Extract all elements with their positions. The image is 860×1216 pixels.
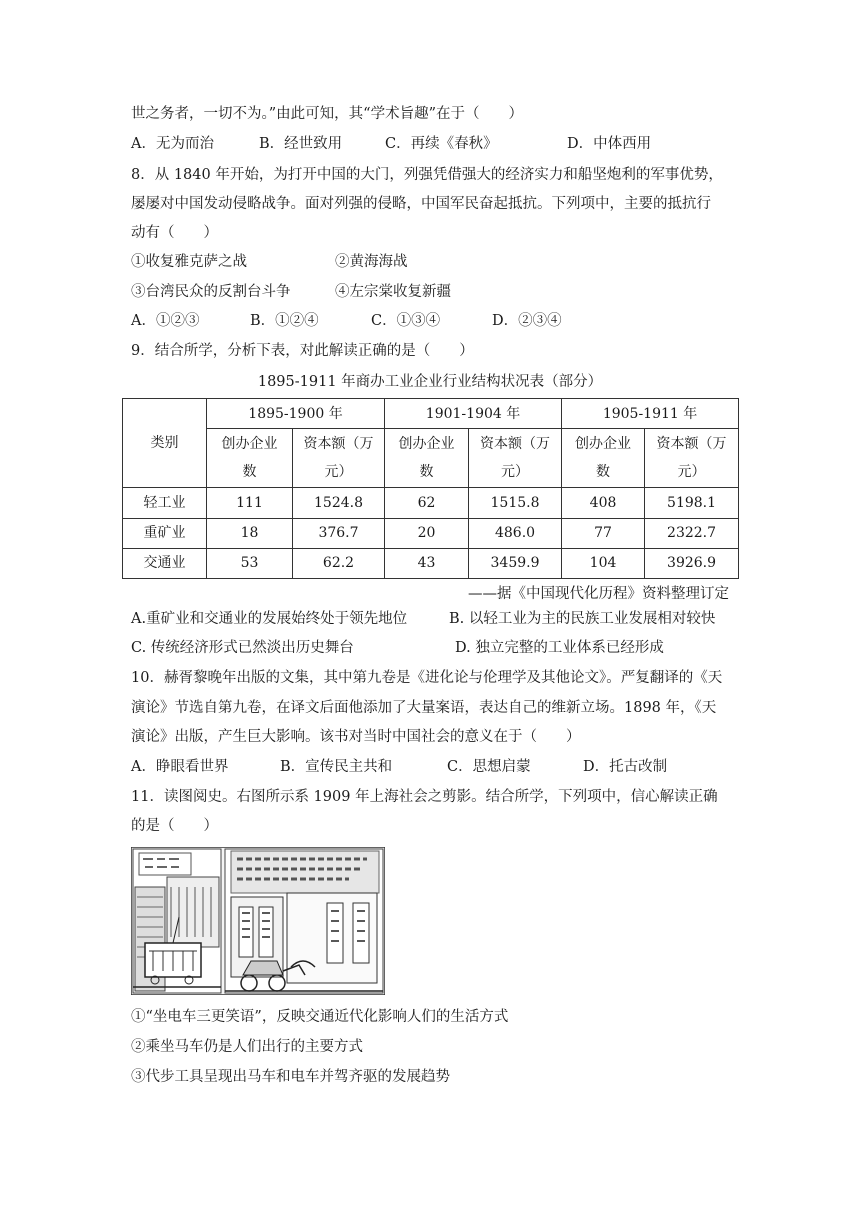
subheader-capital: 资本额（万 元） [645,429,739,488]
q11-stem-line-2: 的是（ ） [131,818,218,834]
q7-stem-tail: 世之务者，一切不为。”由此可知，其“学术旨趣”在于（ ） [131,106,523,122]
table-cell: 1515.8 [469,488,562,518]
subheader-count: 创办企业 数 [207,429,293,488]
q11-item-3: ③代步工具呈现出马车和电车并驾齐驱的发展趋势 [131,1069,450,1085]
table-cell: 3926.9 [645,548,739,578]
subheader-count: 创办企业 数 [562,429,645,488]
table-cell: 77 [562,518,645,548]
table-cell: 104 [562,548,645,578]
q8-option-d: D．②③④ [492,313,562,329]
subheader-count: 创办企业 数 [385,429,469,488]
table-row [123,488,739,518]
q11-item-1: ①“坐电车三更笑语”，反映交通近代化影响人们的生活方式 [131,1009,509,1025]
q9-stem: 9．结合所学，分析下表，对此解读正确的是（ ） [131,343,474,359]
table-cell: 62 [385,488,469,518]
table-cell: 5198.1 [645,488,739,518]
q8-stem-line-3: 动有（ ） [131,225,218,241]
table-cell: 53 [207,548,293,578]
table-row [123,518,739,548]
table-cell: 486.0 [469,518,562,548]
q10-stem-line-3: 演论》出版，产生巨大影响。该书对当时中国社会的意义在于（ ） [131,729,581,745]
table-cell: 43 [385,548,469,578]
q10-stem-line-2: 演论》节选自第九卷，在译文后面他添加了大量案语，表达自己的维新立场。1898 年，《天 [131,700,717,716]
q8-item-4: ④左宗棠收复新疆 [335,284,451,300]
table-cell: 20 [385,518,469,548]
q9-option-b: B. 以轻工业为主的民族工业发展相对较快 [449,611,716,627]
header-period-2: 1901-1904 年 [385,399,562,429]
table-cell: 111 [207,488,293,518]
q10-option-a: A．睁眼看世界 [131,759,229,775]
header-period-3: 1905-1911 年 [562,399,739,429]
table-cell: 376.7 [293,518,385,548]
table-cell: 2322.7 [645,518,739,548]
q8-item-2: ②黄海海战 [335,254,408,270]
q8-item-1: ①收复雅克萨之战 [131,254,247,270]
q11-item-2: ②乘坐马车仍是人们出行的主要方式 [131,1039,363,1055]
header-category: 类别 [123,399,207,488]
table-subheader-row [123,429,739,488]
q9-option-a: A.重矿业和交通业的发展始终处于领先地位 [131,611,408,627]
table-source: ——据《中国现代化历程》资料整理订定 [468,586,729,602]
header-period-1: 1895-1900 年 [207,399,385,429]
q8-stem-line-2: 屡屡对中国发动侵略战争。面对列强的侵略，中国军民奋起抵抗。下列项中，主要的抵抗行 [131,196,711,212]
table-cell: 408 [562,488,645,518]
q8-item-3: ③台湾民众的反割台斗争 [131,284,291,300]
q10-option-c: C．思想启蒙 [447,759,531,775]
q7-option-b: B．经世致用 [259,136,343,152]
row-label: 交通业 [123,548,207,578]
table-cell: 18 [207,518,293,548]
q11-stem-line-1: 11．读图阅史。右图所示系 1909 年上海社会之剪影。结合所学，下列项中，信心解读正确 [131,789,718,805]
row-label: 重矿业 [123,518,207,548]
subheader-capital: 资本额（万 元） [469,429,562,488]
q7-option-a: A．无为而治 [131,136,214,152]
table-row [123,548,739,578]
table-cell: 1524.8 [293,488,385,518]
q10-stem-line-1: 10．赫胥黎晚年出版的文集，其中第九卷是《进化论与伦理学及其他论文》。严复翻译的《天 [131,670,723,686]
q8-option-c: C．①③④ [371,313,441,329]
q9-option-d: D. 独立完整的工业体系已经形成 [455,640,664,656]
subheader-capital: 资本额（万 元） [293,429,385,488]
table-header-row [123,399,739,429]
table-cell: 62.2 [293,548,385,578]
q8-stem-line-1: 8．从 1840 年开始，为打开中国的大门，列强凭借强大的经济实力和船坚炮利的军事优势， [131,167,723,183]
table-cell: 3459.9 [469,548,562,578]
q7-option-d: D．中体西用 [567,136,652,152]
q9-option-c: C. 传统经济形式已然淡出历史舞台 [131,640,354,656]
q7-option-c: C．再续《春秋》 [385,136,498,152]
q8-option-a: A．①②③ [131,313,200,329]
row-label: 轻工业 [123,488,207,518]
table-title: 1895-1911 年商办工业企业行业结构状况表（部分） [257,374,603,390]
shanghai-1909-street-illustration [131,847,385,995]
q10-option-d: D．托古改制 [583,759,668,775]
q8-option-b: B．①②④ [250,313,319,329]
industry-structure-table [122,398,739,579]
q10-option-b: B．宣传民主共和 [280,759,393,775]
